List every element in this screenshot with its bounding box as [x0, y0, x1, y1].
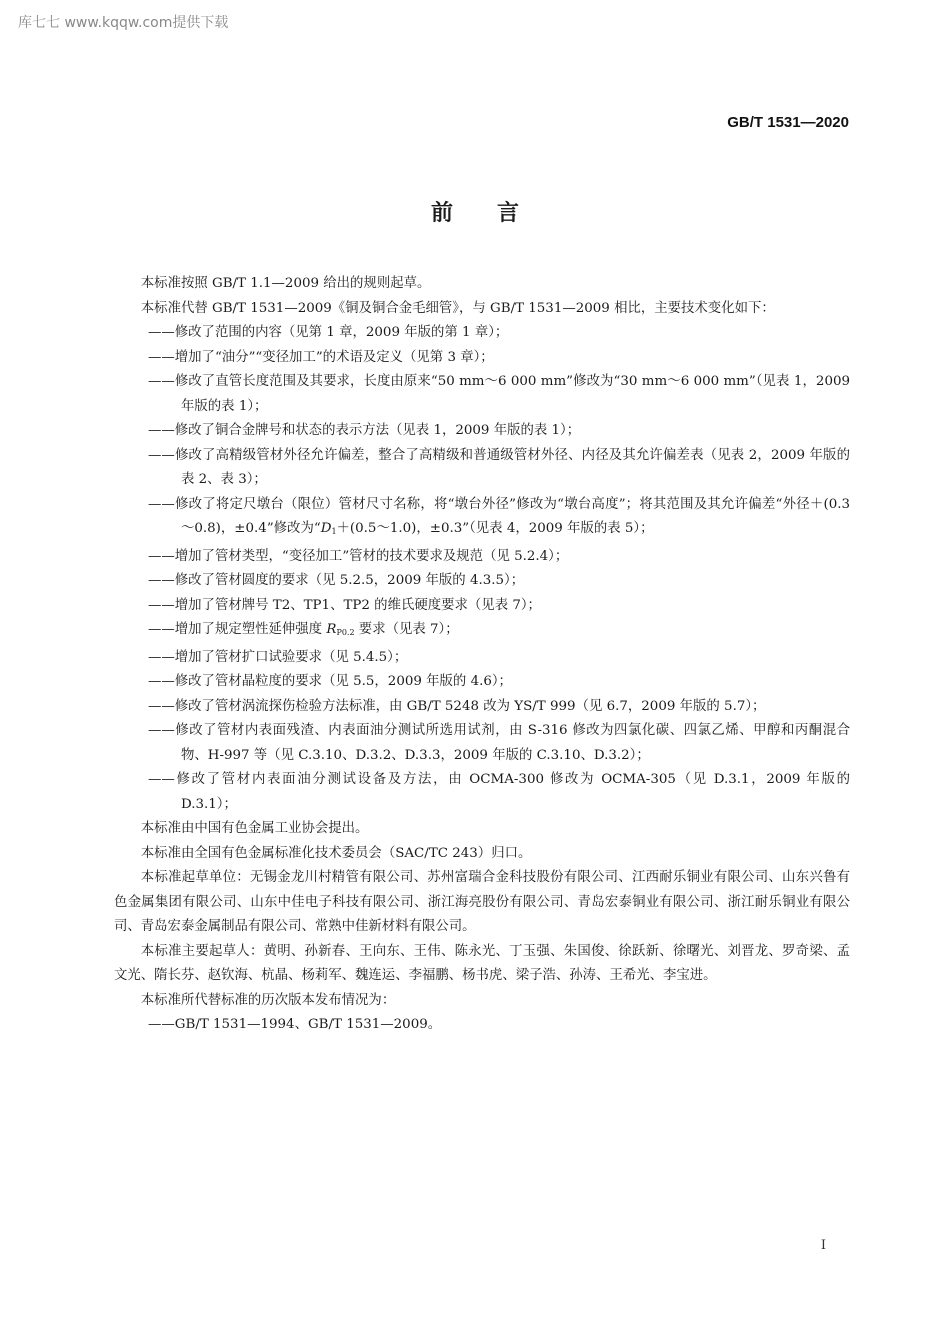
symbol-d: D: [320, 521, 332, 536]
paragraph-drafting-units: 本标准起草单位：无锡金龙川村精管有限公司、苏州富瑞合金科技股份有限公司、江西耐乐铜业有限公司、山东兴鲁有色金属集团有限公司、山东中佳电子科技有限公司、浙江海亮股份有限公司、青岛宏泰铜业有限公司、浙江耐乐铜业有限公司、青岛宏泰金属制品有限公司、常熟中佳新材料有限公司。: [114, 870, 850, 934]
change-text: ——修改了将定尺墩台（限位）管材尺寸名称，将“墩台外径”修改为“墩台高度”；将其范围及其允许偏差“外径＋(0.3～0.8)，±0.4”修改为“: [148, 496, 850, 536]
symbol-r: R: [326, 622, 337, 637]
paragraph-proposer: 本标准由中国有色金属工业协会提出。: [140, 821, 369, 836]
change-item-d1: [114, 493, 850, 545]
watermark-text: 库七七 www.kqqw.com提供下载: [18, 15, 229, 31]
change-item-rp: [114, 618, 850, 646]
change-item: ——增加了“油分”“变径加工”的术语及定义（见第 3 章）；: [148, 349, 494, 365]
history-item: ——GB/T 1531—1994、GB/T 1531—2009。: [148, 1017, 442, 1032]
page-number: I: [820, 1238, 826, 1253]
paragraph-history: 本标准所代替标准的历次版本发布情况为：: [140, 992, 396, 1008]
paragraph-replacement: 本标准代替 GB/T 1531—2009《铜及铜合金毛细管》，与 GB/T 1531—2009 相比，主要技术变化如下：: [140, 300, 775, 316]
paragraph-drafting-rule: 本标准按照 GB/T 1.1—2009 给出的规则起草。: [140, 276, 431, 291]
change-item: ——修改了管材内表面残渣、内表面油分测试所选用试剂，由 S-316 修改为四氯化碳、四氯乙烯、甲醇和丙酮混合物、H-997 等（见 C.3.10、D.3.2、D.3.3，2009 年版的 C.3.10、D.3.2）；: [148, 723, 850, 763]
paragraph-committee: 本标准由全国有色金属标准化技术委员会（SAC/TC 243）归口。: [140, 845, 532, 861]
change-item: ——修改了范围的内容（见第 1 章，2009 年版的第 1 章）；: [148, 325, 509, 340]
change-text: ＋(0.5～1.0)，±0.3”（见表 4，2009 年版的表 5）；: [336, 521, 654, 536]
change-item: ——修改了管材晶粒度的要求（见 5.5，2009 年版的 4.6）；: [148, 674, 512, 689]
paragraph-drafters: 本标准主要起草人：黄明、孙新春、王向东、王伟、陈永光、丁玉强、朱国俊、徐跃新、徐曙光、刘晋龙、罗奇梁、孟文光、隋长芬、赵钦海、杭晶、杨莉军、魏连运、李福鹏、杨书虎、梁子浩、孙涛、王希光、李宝进。: [114, 943, 850, 983]
change-item: ——修改了管材圆度的要求（见 5.2.5，2009 年版的 4.3.5）；: [148, 573, 525, 588]
change-item: ——修改了管材内表面油分测试设备及方法，由 OCMA-300 修改为 OCMA-305（见 D.3.1，2009 年版的 D.3.1）；: [148, 772, 850, 812]
change-text: ——增加了规定塑性延伸强度: [148, 622, 327, 637]
change-item: ——修改了铜合金牌号和状态的表示方法（见表 1，2009 年版的表 1）；: [148, 423, 581, 438]
document-body: [114, 272, 850, 1038]
symbol-subscript: P0.2: [336, 628, 355, 637]
change-text: 要求（见表 7）；: [354, 622, 459, 637]
change-item: ——增加了管材扩口试验要求（见 5.4.5）；: [148, 649, 408, 665]
change-item: ——修改了高精级管材外径允许偏差，整合了高精级和普通级管材外径、内径及其允许偏差表（见表 2，2009 年版的表 2、表 3）；: [148, 447, 850, 487]
change-item: ——修改了管材涡流探伤检验方法标准，由 GB/T 5248 改为 YS/T 999（见 6.7，2009 年版的 5.7）；: [148, 698, 766, 714]
symbol-subscript: 1: [331, 527, 337, 536]
change-item: ——增加了管材类型，“变径加工”管材的技术要求及规范（见 5.2.4）；: [148, 548, 569, 564]
page-title: 前言: [430, 201, 563, 226]
change-item: ——增加了管材牌号 T2、TP1、TP2 的维氏硬度要求（见表 7）；: [148, 597, 541, 613]
change-item: ——修改了直管长度范围及其要求，长度由原来“50 mm～6 000 mm”修改为“30 mm～6 000 mm”（见表 1，2009 年版的表 1）；: [148, 374, 850, 414]
standard-code: GB/T 1531—2020: [727, 114, 849, 131]
